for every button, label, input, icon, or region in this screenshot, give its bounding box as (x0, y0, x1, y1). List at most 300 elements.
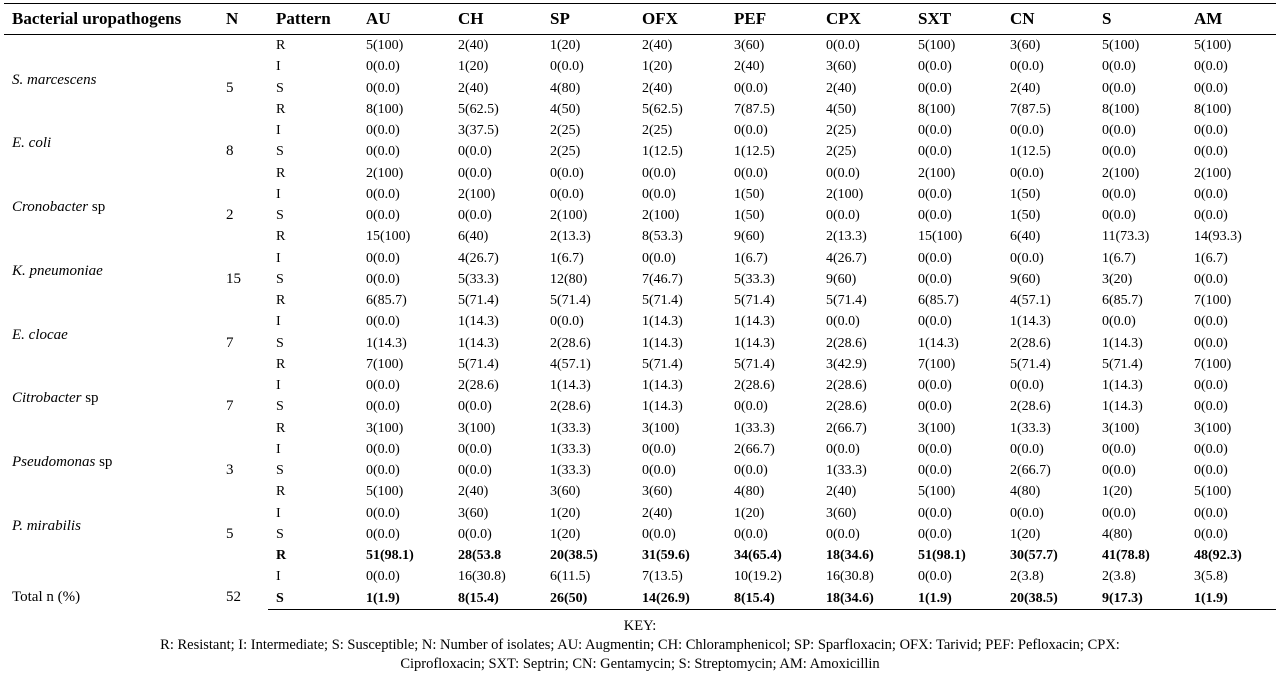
susceptibility-table (4, 3, 1276, 610)
value-cell: 0(0.0) (642, 186, 676, 202)
key-title: KEY: (623, 618, 657, 634)
value-cell: 0(0.0) (366, 80, 400, 96)
column-header: CH (450, 4, 542, 35)
value-cell: 1(20) (550, 38, 581, 53)
value-cell: 3(60) (826, 505, 857, 521)
value-cell: 7(87.5) (734, 101, 775, 117)
value-cell: 0(0.0) (1194, 271, 1228, 287)
value-cell: 0(0.0) (642, 441, 676, 457)
value-cell: 1(1.9) (358, 588, 450, 610)
value-cell: 0(0.0) (458, 526, 492, 542)
pattern-cell: S (276, 208, 284, 223)
value-cell: 8(100) (366, 101, 404, 117)
organism-name (4, 226, 218, 290)
value-cell: 1(50) (734, 208, 765, 223)
value-cell: 1(14.3) (366, 335, 407, 351)
value-cell: 0(0.0) (458, 399, 492, 415)
value-cell: 9(60) (826, 271, 857, 287)
value-cell: 12(80) (550, 271, 588, 287)
value-cell: 0(0.0) (1194, 441, 1228, 457)
isolate-count: 8 (226, 143, 234, 160)
isolate-count: 3 (226, 462, 234, 478)
value-cell: 2(28.6) (550, 399, 591, 415)
value-cell: 2(100) (826, 186, 864, 202)
value-cell: 1(6.7) (734, 250, 768, 266)
value-cell: 5(100) (918, 38, 956, 53)
value-cell: 0(0.0) (1102, 314, 1136, 330)
value-cell: 0(0.0) (1194, 208, 1228, 223)
isolate-count: 2 (226, 207, 234, 223)
value-cell: 0(0.0) (918, 250, 952, 266)
value-cell: 2(28.6) (826, 378, 867, 393)
value-cell: 7(87.5) (1010, 101, 1051, 117)
value-cell: 2(25) (826, 144, 857, 160)
organism-suffix: sp (95, 454, 113, 470)
organism-name (4, 354, 218, 418)
value-cell: 7(13.5) (642, 569, 683, 585)
value-cell: 7(46.7) (642, 271, 683, 287)
value-cell: 1(14.3) (642, 399, 683, 415)
value-cell: 1(14.3) (458, 335, 499, 351)
value-cell: 1(20) (1102, 484, 1133, 500)
value-cell: 1(6.7) (550, 250, 584, 266)
isolate-count: 7 (226, 334, 234, 351)
pattern-cell: I (276, 59, 281, 75)
organism-genus: P. mirabilis (12, 517, 81, 534)
value-cell: 0(0.0) (366, 505, 400, 521)
value-cell: 0(0.0) (1102, 144, 1136, 160)
value-cell: 2(28.6) (1010, 399, 1051, 415)
value-cell: 2(28.6) (550, 335, 591, 351)
value-cell: 0(0.0) (826, 441, 860, 457)
value-cell: 0(0.0) (366, 250, 400, 266)
table-row (4, 163, 1276, 184)
value-cell: 2(100) (1102, 165, 1140, 181)
value-cell: 0(0.0) (1102, 208, 1136, 223)
value-cell: 0(0.0) (366, 314, 400, 330)
value-cell: 1(14.3) (642, 335, 683, 351)
value-cell: 3(37.5) (458, 123, 499, 138)
value-cell: 3(60) (1010, 38, 1041, 53)
value-cell: 0(0.0) (1102, 123, 1136, 138)
value-cell: 1(20) (550, 505, 581, 521)
value-cell: 6(85.7) (1102, 293, 1143, 308)
column-header: Pattern (268, 4, 358, 35)
value-cell: 2(66.7) (1010, 463, 1051, 478)
value-cell: 1(14.3) (550, 378, 591, 393)
value-cell: 9(60) (1010, 271, 1041, 287)
table-header-row (4, 4, 1276, 35)
value-cell: 4(80) (550, 80, 581, 96)
value-cell: 1(50) (1010, 208, 1041, 223)
value-cell: 2(40) (642, 38, 673, 53)
value-cell: 0(0.0) (366, 463, 400, 478)
value-cell: 5(33.3) (734, 271, 775, 287)
value-cell: 41(78.8) (1102, 548, 1150, 563)
total-count: 52 (226, 589, 241, 605)
value-cell: 0(0.0) (826, 526, 860, 542)
value-cell: 6(40) (1010, 229, 1041, 245)
table-row (4, 99, 1276, 120)
value-cell: 0(0.0) (1194, 186, 1228, 202)
value-cell: 5(100) (366, 38, 404, 53)
total-label: Total n (%) (12, 589, 81, 605)
pattern-cell: I (276, 250, 281, 266)
pattern-cell: S (276, 80, 284, 96)
value-cell: 0(0.0) (1102, 80, 1136, 96)
value-cell: 8(100) (1102, 101, 1140, 117)
value-cell: 2(13.3) (826, 229, 867, 245)
value-cell: 5(100) (1194, 484, 1232, 500)
table-row (4, 226, 1276, 247)
pattern-cell: R (276, 38, 286, 53)
value-cell: 2(66.7) (734, 441, 775, 457)
value-cell: 0(0.0) (1194, 80, 1228, 96)
value-cell: 2(28.6) (1010, 335, 1051, 351)
value-cell: 5(71.4) (826, 293, 867, 308)
value-cell: 3(100) (1194, 420, 1232, 436)
value-cell: 2(40) (1010, 80, 1041, 96)
value-cell: 0(0.0) (918, 80, 952, 96)
value-cell: 1(33.3) (550, 420, 591, 436)
value-cell: 3(60) (550, 484, 581, 500)
organism-genus: S. marcescens (12, 71, 97, 88)
table-body (4, 35, 1276, 610)
value-cell: 0(0.0) (1194, 463, 1228, 478)
value-cell: 3(5.8) (1194, 569, 1228, 585)
value-cell: 1(33.3) (550, 441, 591, 457)
value-cell: 0(0.0) (826, 38, 860, 53)
pattern-cell: R (276, 356, 286, 372)
value-cell: 4(50) (550, 101, 581, 117)
value-cell: 3(100) (918, 420, 956, 436)
value-cell: 1(14.3) (734, 314, 775, 330)
value-cell: 4(26.7) (458, 250, 499, 266)
value-cell: 2(40) (458, 38, 489, 53)
value-cell: 0(0.0) (366, 208, 400, 223)
value-cell: 2(3.8) (1010, 569, 1044, 585)
value-cell: 0(0.0) (642, 165, 676, 181)
value-cell: 4(80) (734, 484, 765, 500)
value-cell: 5(62.5) (642, 101, 683, 117)
pattern-cell: I (276, 569, 281, 585)
value-cell: 5(71.4) (1102, 356, 1143, 372)
value-cell: 0(0.0) (918, 505, 952, 521)
organism-name (4, 163, 218, 227)
value-cell: 0(0.0) (918, 59, 952, 75)
organism-genus: Citrobacter (12, 390, 82, 407)
value-cell: 2(40) (642, 505, 673, 521)
value-cell: 2(25) (550, 123, 581, 138)
value-cell: 0(0.0) (366, 378, 400, 393)
value-cell: 0(0.0) (918, 314, 952, 330)
value-cell: 7(100) (1194, 293, 1232, 308)
value-cell: 4(80) (1010, 484, 1041, 500)
value-cell: 0(0.0) (458, 165, 492, 181)
value-cell: 0(0.0) (458, 144, 492, 160)
value-cell: 0(0.0) (1102, 441, 1136, 457)
value-cell: 8(100) (1194, 101, 1232, 117)
value-cell: 5(71.4) (642, 356, 683, 372)
value-cell: 2(13.3) (550, 229, 591, 245)
isolate-count: 7 (226, 398, 234, 415)
table-row (4, 35, 1276, 57)
value-cell: 18(34.6) (826, 548, 874, 563)
value-cell: 4(26.7) (826, 250, 867, 266)
value-cell: 0(0.0) (1194, 526, 1228, 542)
value-cell: 0(0.0) (826, 165, 860, 181)
value-cell: 8(53.3) (642, 229, 683, 245)
value-cell: 0(0.0) (550, 186, 584, 202)
value-cell: 9(60) (734, 229, 765, 245)
pattern-cell: S (276, 526, 284, 542)
value-cell: 3(100) (642, 420, 680, 436)
value-cell: 2(100) (458, 186, 496, 202)
pattern-cell: R (276, 484, 286, 500)
value-cell: 6(85.7) (366, 293, 407, 308)
organism-name (4, 35, 218, 99)
value-cell: 0(0.0) (550, 314, 584, 330)
value-cell: 0(0.0) (918, 186, 952, 202)
table-row (4, 481, 1276, 502)
pattern-cell: R (276, 293, 286, 308)
value-cell: 2(25) (642, 123, 673, 138)
value-cell: 0(0.0) (1102, 59, 1136, 75)
value-cell: 1(20) (642, 59, 673, 75)
value-cell: 1(20) (550, 526, 581, 542)
column-header: N (218, 4, 268, 35)
organism-genus: Cronobacter (12, 199, 89, 215)
value-cell: 0(0.0) (366, 123, 400, 138)
key-line-2: Ciprofloxacin; SXT: Septrin; CN: Gentamycin; S: Streptomycin; AM: Amoxicillin (400, 656, 880, 672)
value-cell: 4(57.1) (550, 356, 591, 372)
value-cell: 1(14.3) (642, 378, 683, 393)
value-cell: 0(0.0) (366, 186, 400, 202)
pattern-cell: I (276, 314, 281, 330)
value-cell: 0(0.0) (1102, 463, 1136, 478)
column-header: OFX (634, 4, 726, 35)
value-cell: 7(100) (1194, 356, 1232, 372)
value-cell: 1(14.3) (1102, 378, 1143, 393)
value-cell: 3(60) (734, 38, 765, 53)
value-cell: 51(98.1) (918, 548, 966, 563)
value-cell: 0(0.0) (366, 59, 400, 75)
value-cell: 0(0.0) (734, 399, 768, 415)
value-cell: 0(0.0) (734, 123, 768, 138)
pattern-cell: R (276, 548, 287, 563)
value-cell: 5(100) (1102, 38, 1140, 53)
value-cell: 2(40) (734, 59, 765, 75)
value-cell: 2(66.7) (826, 420, 867, 436)
value-cell: 26(50) (542, 588, 634, 610)
value-cell: 1(33.3) (734, 420, 775, 436)
value-cell: 0(0.0) (1194, 399, 1228, 415)
organism-name (4, 99, 218, 163)
value-cell: 5(71.4) (458, 356, 499, 372)
pattern-cell: S (276, 463, 284, 478)
value-cell: 0(0.0) (642, 250, 676, 266)
pattern-cell: S (276, 144, 284, 160)
value-cell: 0(0.0) (458, 463, 492, 478)
value-cell: 0(0.0) (1194, 314, 1228, 330)
value-cell: 6(40) (458, 229, 489, 245)
value-cell: 1(33.3) (826, 463, 867, 478)
value-cell: 0(0.0) (918, 526, 952, 542)
value-cell: 8(15.4) (726, 588, 818, 610)
value-cell: 3(60) (826, 59, 857, 75)
column-header: AM (1186, 4, 1276, 35)
key-line-1: R: Resistant; I: Intermediate; S: Susceptible; N: Number of isolates; AU: Augmentin; CH: Chloramphenicol; SP: Sparfloxacin; OFX: Tarivid; PEF: Pefloxacin; CPX: (160, 637, 1120, 653)
value-cell: 0(0.0) (1102, 186, 1136, 202)
value-cell: 0(0.0) (1194, 335, 1228, 351)
value-cell: 31(59.6) (642, 548, 690, 563)
value-cell: 0(0.0) (1194, 59, 1228, 75)
value-cell: 16(30.8) (826, 569, 874, 585)
value-cell: 0(0.0) (1102, 505, 1136, 521)
value-cell: 7(100) (918, 356, 956, 372)
value-cell: 0(0.0) (826, 208, 860, 223)
value-cell: 2(40) (826, 484, 857, 500)
value-cell: 2(100) (918, 165, 956, 181)
value-cell: 34(65.4) (734, 548, 782, 563)
value-cell: 1(33.3) (1010, 420, 1051, 436)
value-cell: 1(14.3) (1102, 399, 1143, 415)
value-cell: 30(57.7) (1010, 548, 1058, 563)
pattern-cell: R (276, 101, 286, 117)
value-cell: 0(0.0) (366, 271, 400, 287)
value-cell: 3(42.9) (826, 356, 867, 372)
value-cell: 0(0.0) (918, 569, 952, 585)
column-header: S (1094, 4, 1186, 35)
value-cell: 11(73.3) (1102, 229, 1150, 245)
value-cell: 1(14.3) (1102, 335, 1143, 351)
value-cell: 0(0.0) (918, 144, 952, 160)
value-cell: 1(6.7) (1102, 250, 1136, 266)
value-cell: 3(100) (458, 420, 496, 436)
value-cell: 5(71.4) (734, 356, 775, 372)
value-cell: 0(0.0) (1010, 378, 1044, 393)
value-cell: 5(62.5) (458, 101, 499, 117)
organism-genus: E. coli (12, 135, 52, 152)
value-cell: 2(40) (458, 80, 489, 96)
pattern-cell: I (276, 505, 281, 521)
value-cell: 16(30.8) (458, 569, 506, 585)
isolate-count: 15 (226, 270, 241, 287)
value-cell: 1(12.5) (1010, 144, 1051, 160)
organism-genus: K. pneumoniae (12, 262, 103, 279)
value-cell: 2(100) (1194, 165, 1232, 181)
value-cell: 6(11.5) (550, 569, 591, 585)
value-cell: 1(12.5) (734, 144, 775, 160)
value-cell: 9(17.3) (1094, 588, 1186, 610)
value-cell: 1(14.3) (918, 335, 959, 351)
value-cell: 1(6.7) (1194, 250, 1228, 266)
column-header: Bacterial uropathogens (4, 4, 218, 35)
value-cell: 0(0.0) (734, 463, 768, 478)
column-header: SP (542, 4, 634, 35)
value-cell: 2(28.6) (826, 335, 867, 351)
value-cell: 2(28.6) (826, 399, 867, 415)
value-cell: 0(0.0) (918, 378, 952, 393)
value-cell: 6(85.7) (918, 293, 959, 308)
organism-suffix: sp (81, 390, 99, 407)
value-cell: 0(0.0) (734, 80, 768, 96)
value-cell: 3(100) (1102, 420, 1140, 436)
pattern-cell: S (276, 335, 284, 351)
value-cell: 10(19.2) (734, 569, 782, 585)
column-header: PEF (726, 4, 818, 35)
value-cell: 1(14.3) (1010, 314, 1051, 330)
value-cell: 3(60) (458, 505, 489, 521)
value-cell: 0(0.0) (918, 463, 952, 478)
isolate-count: 5 (226, 79, 234, 96)
value-cell: 5(71.4) (458, 293, 499, 308)
value-cell: 0(0.0) (366, 569, 400, 585)
value-cell: 1(1.9) (910, 588, 1002, 610)
value-cell: 5(71.4) (550, 293, 591, 308)
value-cell: 3(100) (366, 420, 404, 436)
value-cell: 5(100) (918, 484, 956, 500)
table-row (4, 354, 1276, 375)
value-cell: 2(100) (642, 208, 680, 223)
value-cell: 0(0.0) (1010, 250, 1044, 266)
value-cell: 2(100) (550, 208, 588, 223)
column-header: CN (1002, 4, 1094, 35)
value-cell: 28(53.8 (458, 548, 502, 563)
value-cell: 5(71.4) (642, 293, 683, 308)
value-cell: 7(100) (366, 356, 404, 372)
value-cell: 0(0.0) (366, 144, 400, 160)
value-cell: 4(80) (1102, 526, 1133, 542)
value-cell: 2(40) (826, 80, 857, 96)
column-header: CPX (818, 4, 910, 35)
pattern-cell: S (276, 271, 284, 287)
organism-name (4, 290, 218, 354)
value-cell: 0(0.0) (918, 271, 952, 287)
value-cell: 2(100) (366, 165, 404, 181)
value-cell: 0(0.0) (458, 208, 492, 223)
value-cell: 48(92.3) (1194, 548, 1242, 563)
value-cell: 5(71.4) (1010, 356, 1051, 372)
value-cell: 0(0.0) (550, 59, 584, 75)
value-cell: 5(33.3) (458, 271, 499, 287)
organism-genus: Pseudomonas (12, 454, 96, 470)
value-cell: 1(20) (734, 505, 765, 521)
value-cell: 0(0.0) (734, 526, 768, 542)
value-cell: 5(100) (366, 484, 404, 500)
value-cell: 0(0.0) (1010, 505, 1044, 521)
pattern-cell: R (276, 165, 286, 181)
value-cell: 0(0.0) (918, 123, 952, 138)
value-cell: 0(0.0) (366, 526, 400, 542)
pattern-cell: R (276, 229, 286, 245)
total-row (4, 545, 1276, 566)
value-cell: 1(12.5) (642, 144, 683, 160)
value-cell: 1(14.3) (458, 314, 499, 330)
value-cell: 15(100) (918, 229, 963, 245)
pattern-cell: I (276, 441, 281, 457)
table-row (4, 418, 1276, 439)
pattern-cell: S (268, 588, 358, 610)
value-cell: 1(14.3) (734, 335, 775, 351)
value-cell: 0(0.0) (826, 314, 860, 330)
pattern-cell: I (276, 186, 281, 202)
value-cell: 4(50) (826, 101, 857, 117)
value-cell: 0(0.0) (1194, 144, 1228, 160)
value-cell: 8(15.4) (450, 588, 542, 610)
value-cell: 0(0.0) (458, 441, 492, 457)
value-cell: 14(93.3) (1194, 229, 1242, 245)
